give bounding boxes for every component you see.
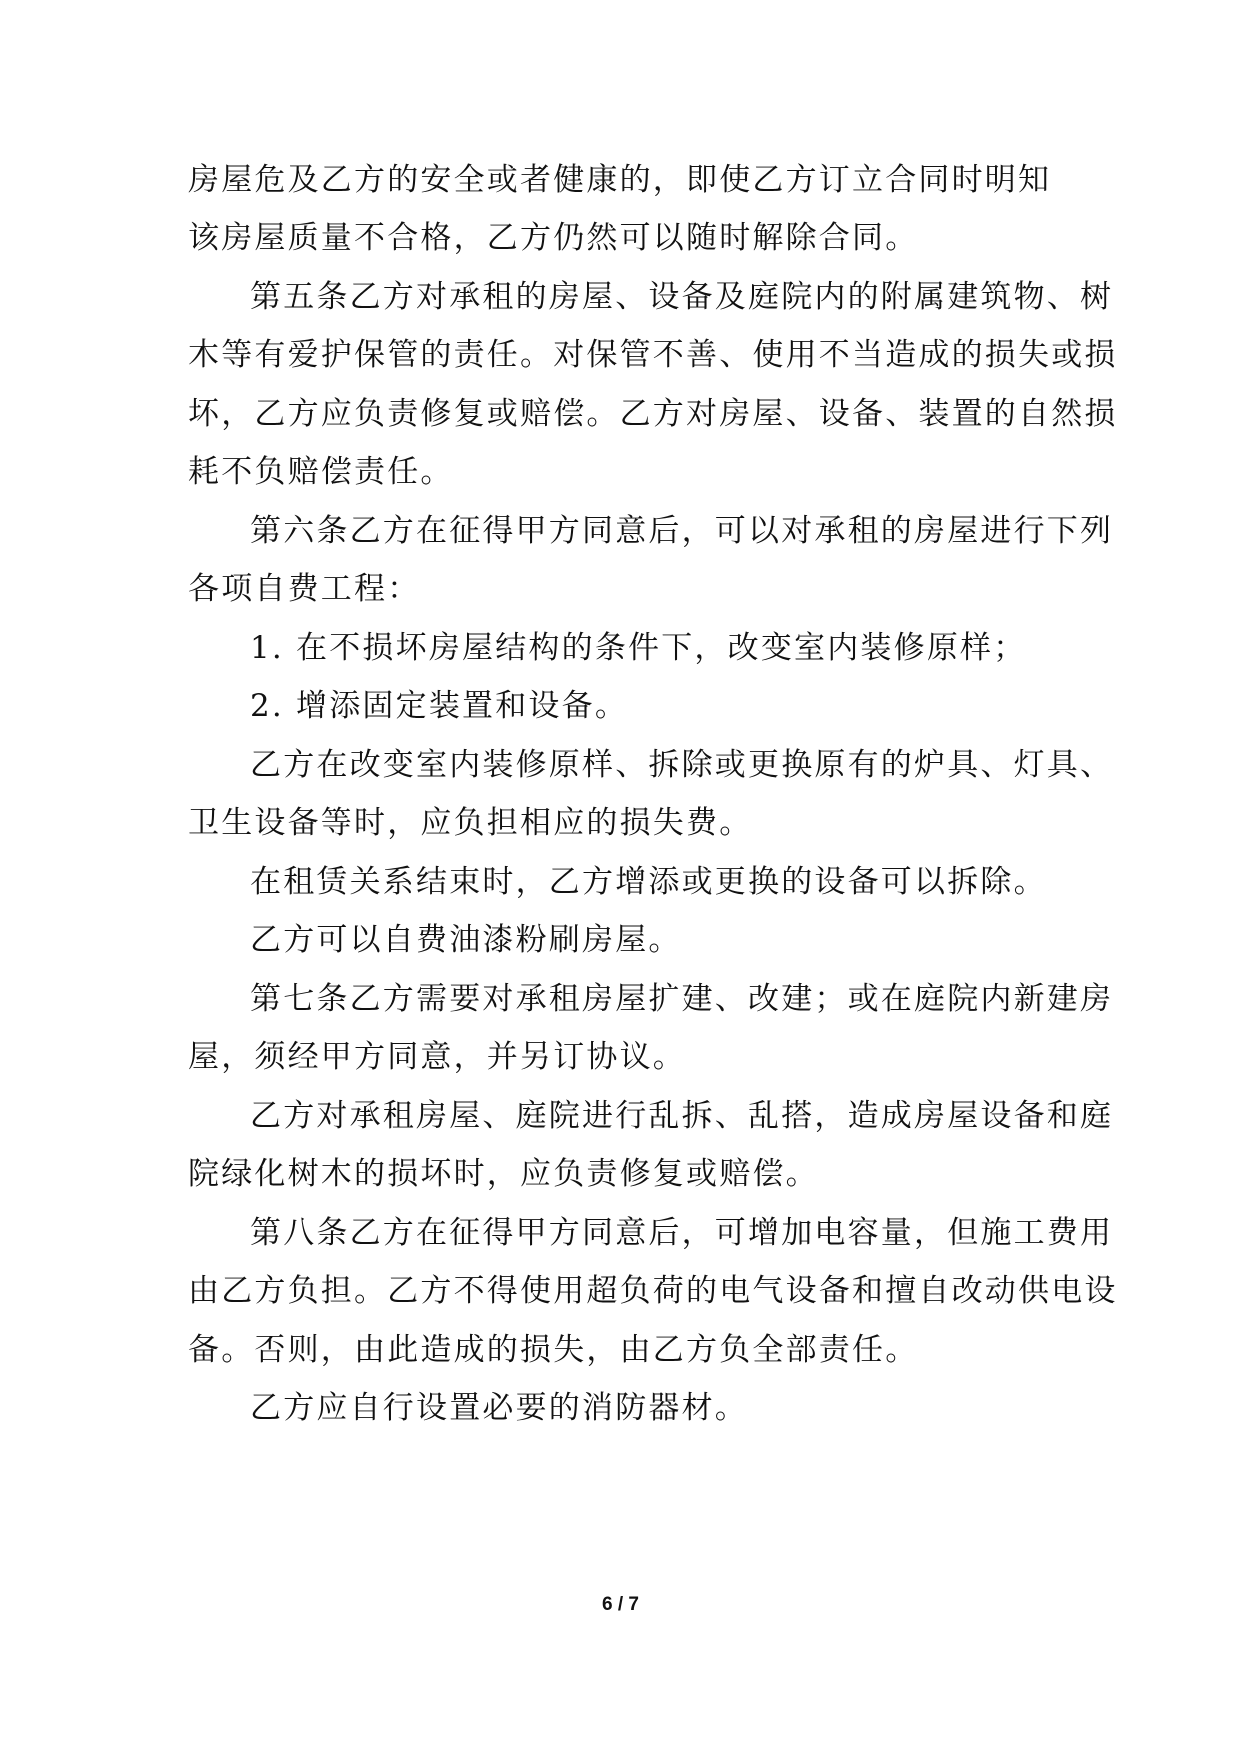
text-line: 由乙方负担。乙方不得使用超负荷的电气设备和擅自改动供电设 bbox=[188, 1273, 1118, 1309]
text-line: 第五条乙方对承租的房屋、设备及庭院内的附属建筑物、树 bbox=[250, 279, 1114, 315]
text-line: 2. 增添固定装置和设备。 bbox=[250, 688, 629, 724]
text-line: 屋，须经甲方同意，并另订协议。 bbox=[188, 1039, 686, 1075]
text-line: 乙方可以自费油漆粉刷房屋。 bbox=[250, 922, 682, 958]
text-line: 卫生设备等时，应负担相应的损失费。 bbox=[188, 805, 753, 841]
text-line: 房屋危及乙方的安全或者健康的，即使乙方订立合同时明知 bbox=[188, 162, 1052, 198]
text-line: 备。否则，由此造成的损失，由乙方负全部责任。 bbox=[188, 1332, 919, 1368]
text-line: 第七条乙方需要对承租房屋扩建、改建；或在庭院内新建房 bbox=[250, 981, 1114, 1017]
text-line: 该房屋质量不合格，乙方仍然可以随时解除合同。 bbox=[188, 220, 919, 256]
text-line: 乙方对承租房屋、庭院进行乱拆、乱搭，造成房屋设备和庭 bbox=[250, 1098, 1114, 1134]
text-line: 木等有爱护保管的责任。对保管不善、使用不当造成的损失或损 bbox=[188, 337, 1118, 373]
text-line: 坏，乙方应负责修复或赔偿。乙方对房屋、设备、装置的自然损 bbox=[188, 396, 1118, 432]
text-line: 1. 在不损坏房屋结构的条件下，改变室内装修原样； bbox=[250, 630, 1027, 666]
text-line: 各项自费工程： bbox=[188, 571, 421, 607]
text-line: 乙方应自行设置必要的消防器材。 bbox=[250, 1390, 748, 1426]
text-line: 院绿化树木的损坏时，应负责修复或赔偿。 bbox=[188, 1156, 819, 1192]
text-line: 第六条乙方在征得甲方同意后，可以对承租的房屋进行下列 bbox=[250, 513, 1114, 549]
text-line: 第八条乙方在征得甲方同意后，可增加电容量，但施工费用 bbox=[250, 1215, 1114, 1251]
page-number: 6 / 7 bbox=[602, 1594, 639, 1615]
text-line: 在租赁关系结束时，乙方增添或更换的设备可以拆除。 bbox=[250, 864, 1047, 900]
text-line: 乙方在改变室内装修原样、拆除或更换原有的炉具、灯具、 bbox=[250, 747, 1114, 783]
text-line: 耗不负赔偿责任。 bbox=[188, 454, 454, 490]
